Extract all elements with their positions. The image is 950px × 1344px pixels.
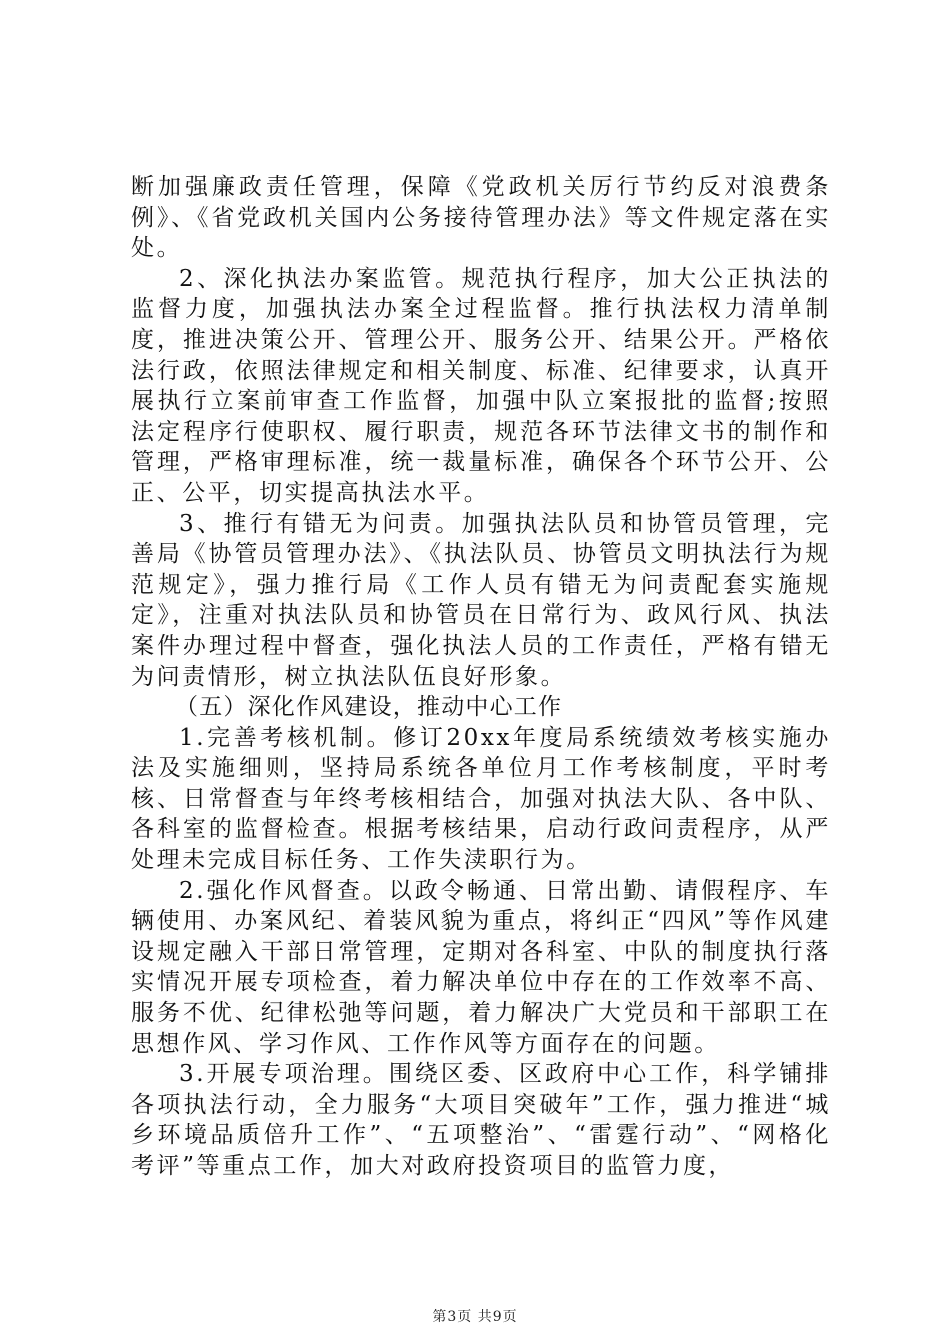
paragraph-item-3-special-governance: 3.开展专项治理。围绕区委、区政府中心工作，科学铺排各项执法行动，全力服务“大项目突破年”工作，强力推进“城乡环境品质倍升工作”、“五项整治”、“雷霆行动”、“网格化考评”等重点工作，加大对政府投资项目的监管力度， [131,1061,831,1179]
paragraph-item-1-assessment: 1.完善考核机制。修订20xx年度局系统绩效考核实施办法及实施细则，坚持局系统各单位月工作考核制度，平时考核、日常督查与年终考核相结合，加强对执法大队、各中队、各科室的监督检查。根据考核结果，启动行政问责程序，从严处理未完成目标任务、工作失渎职行为。 [131,724,831,874]
paragraph-continuation: 断加强廉政责任管理，保障《党政机关厉行节约反对浪费条例》、《省党政机关国内公务接待管理办法》等文件规定落在实处。 [131,174,831,262]
section-heading-5: （五）深化作风建设，推动中心工作 [175,694,563,721]
paragraph-item-3-accountability: 3、推行有错无为问责。加强执法队员和协管员管理，完善局《协管员管理办法》、《执法队员、协管员文明执法行为规范规定》，强力推行局《工作人员有错无为问责配套实施规定》，注重对执法队员和协管员在日常行为、政风行风、执法案件办理过程中督查，强化执法人员的工作责任，严格有错无为问责情形，树立执法队伍良好形象。 [131,510,831,690]
paragraph-item-2-work-style-inspection: 2.强化作风督查。以政令畅通、日常出勤、请假程序、车辆使用、办案风纪、着装风貌为重点，将纠正“四风”等作风建设规定融入干部日常管理，定期对各科室、中队的制度执行落实情况开展专项检查，着力解决单位中存在的工作效率不高、服务不优、纪律松弛等问题，着力解决广大党员和干部职工在思想作风、学习作风、工作作风等方面存在的问题。 [131,877,831,1057]
document-body [131,172,831,1182]
page-number-footer: 第3页 共9页 [432,1309,518,1325]
paragraph-item-2-law-enforcement-supervision: 2、深化执法办案监管。规范执行程序，加大公正执法的监督力度，加强执法办案全过程监督。推行执法权力清单制度，推进决策公开、管理公开、服务公开、结果公开。严格依法行政，依照法律规定和相关制度、标准、纪律要求，认真开展执行立案前审查工作监督，加强中队立案报批的监督;按照法定程序行使职权、履行职责，规范各环节法律文书的制作和管理，严格审理标准，统一裁量标准，确保各个环节公开、公正、公平，切实提高执法水平。 [131,265,831,506]
